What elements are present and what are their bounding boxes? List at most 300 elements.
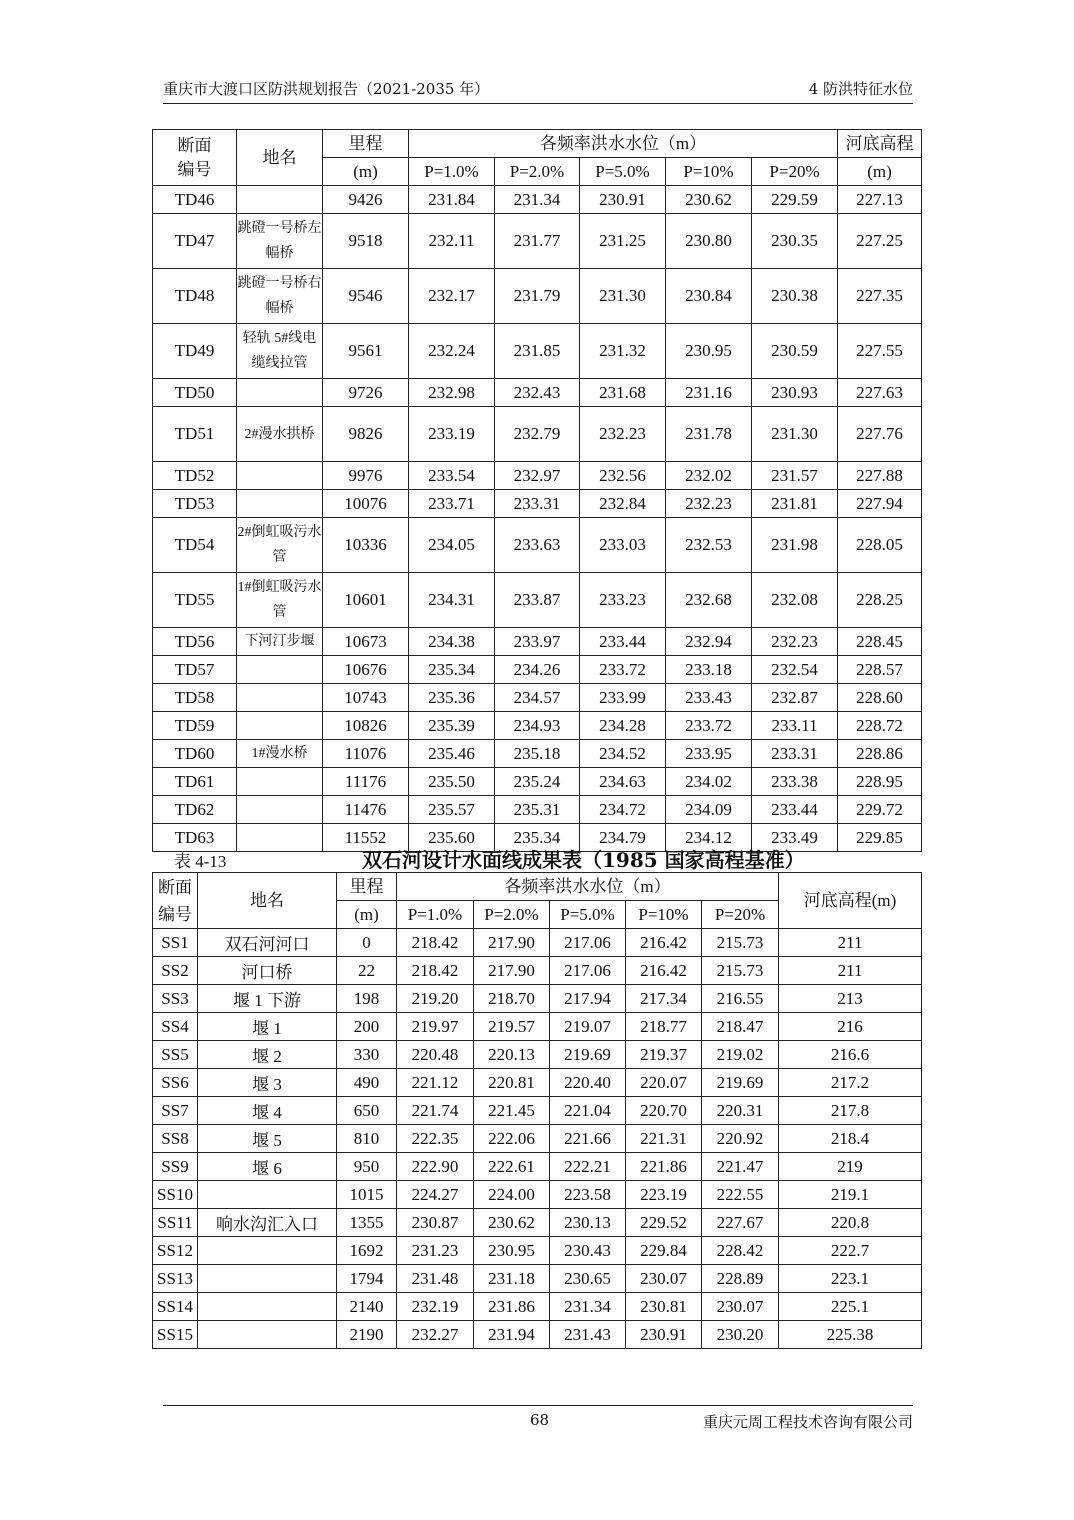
cell-riverbed: 228.05 bbox=[838, 518, 922, 573]
cell-place: 堰 2 bbox=[198, 1041, 337, 1069]
cell-p2: 234.57 bbox=[495, 684, 580, 712]
cell-riverbed: 220.8 bbox=[779, 1209, 922, 1237]
cell-p10: 232.23 bbox=[666, 490, 752, 518]
cell-p1: 222.90 bbox=[397, 1153, 474, 1181]
cell-place: 堰 1 下游 bbox=[198, 985, 337, 1013]
cell-p2: 218.70 bbox=[474, 985, 550, 1013]
cell-section: SS2 bbox=[153, 957, 198, 985]
cell-p2: 221.45 bbox=[474, 1097, 550, 1125]
cell-p2: 230.95 bbox=[474, 1237, 550, 1265]
cell-p20: 230.35 bbox=[752, 214, 838, 269]
cell-p2: 231.86 bbox=[474, 1293, 550, 1321]
cell-p5: 230.91 bbox=[580, 186, 666, 214]
cell-mileage: 9426 bbox=[323, 186, 409, 214]
cell-p2: 217.90 bbox=[474, 957, 550, 985]
col-section-no: 断面 编号 bbox=[153, 130, 237, 186]
cell-riverbed: 219.1 bbox=[779, 1181, 922, 1209]
cell-p2: 219.57 bbox=[474, 1013, 550, 1041]
cell-section: SS1 bbox=[153, 929, 198, 957]
cell-p20: 233.49 bbox=[752, 824, 838, 852]
col-p5: P=5.0% bbox=[550, 901, 626, 929]
cell-p5: 219.69 bbox=[550, 1041, 626, 1069]
cell-place bbox=[237, 768, 323, 796]
cell-riverbed: 223.1 bbox=[779, 1265, 922, 1293]
cell-p10: 230.84 bbox=[666, 269, 752, 324]
cell-p1: 235.39 bbox=[409, 712, 495, 740]
cell-mileage: 200 bbox=[337, 1013, 397, 1041]
table-row bbox=[153, 628, 922, 656]
cell-p10: 231.16 bbox=[666, 379, 752, 407]
cell-p1: 224.27 bbox=[397, 1181, 474, 1209]
table-row bbox=[153, 269, 922, 324]
cell-p20: 215.73 bbox=[702, 929, 779, 957]
cell-section: TD52 bbox=[153, 462, 237, 490]
cell-p1: 235.50 bbox=[409, 768, 495, 796]
cell-p2: 235.24 bbox=[495, 768, 580, 796]
col-p10: P=10% bbox=[626, 901, 702, 929]
cell-p10: 233.95 bbox=[666, 740, 752, 768]
cell-p5: 232.56 bbox=[580, 462, 666, 490]
cell-mileage: 9826 bbox=[323, 407, 409, 462]
table-row bbox=[153, 462, 922, 490]
cell-p5: 233.99 bbox=[580, 684, 666, 712]
cell-section: TD48 bbox=[153, 269, 237, 324]
cell-p1: 233.19 bbox=[409, 407, 495, 462]
cell-p5: 230.13 bbox=[550, 1209, 626, 1237]
cell-p1: 234.38 bbox=[409, 628, 495, 656]
cell-riverbed: 228.72 bbox=[838, 712, 922, 740]
footer-divider bbox=[163, 1405, 913, 1406]
table-row bbox=[153, 1181, 922, 1209]
cell-riverbed: 217.2 bbox=[779, 1069, 922, 1097]
page-number: 68 bbox=[530, 1411, 550, 1429]
table-row bbox=[153, 573, 922, 628]
cell-section: TD55 bbox=[153, 573, 237, 628]
cell-place: 双石河河口 bbox=[198, 929, 337, 957]
cell-p20: 230.38 bbox=[752, 269, 838, 324]
cell-place bbox=[237, 490, 323, 518]
cell-p20: 227.67 bbox=[702, 1209, 779, 1237]
cell-p5: 221.66 bbox=[550, 1125, 626, 1153]
table-row bbox=[153, 684, 922, 712]
cell-p5: 233.72 bbox=[580, 656, 666, 684]
cell-section: TD47 bbox=[153, 214, 237, 269]
cell-mileage: 9546 bbox=[323, 269, 409, 324]
cell-p1: 222.35 bbox=[397, 1125, 474, 1153]
cell-section: SS13 bbox=[153, 1265, 198, 1293]
cell-p10: 220.07 bbox=[626, 1069, 702, 1097]
cell-section: SS9 bbox=[153, 1153, 198, 1181]
cell-p20: 220.31 bbox=[702, 1097, 779, 1125]
col-freq-group: 各频率洪水水位（m） bbox=[397, 873, 779, 901]
cell-section: SS6 bbox=[153, 1069, 198, 1097]
cell-place: 1#倒虹吸污水管 bbox=[237, 573, 323, 628]
cell-mileage: 9726 bbox=[323, 379, 409, 407]
cell-p5: 231.30 bbox=[580, 269, 666, 324]
table-caption bbox=[152, 843, 921, 871]
cell-riverbed: 227.25 bbox=[838, 214, 922, 269]
cell-riverbed: 227.35 bbox=[838, 269, 922, 324]
cell-riverbed: 227.55 bbox=[838, 324, 922, 379]
table-row bbox=[153, 1097, 922, 1125]
cell-mileage: 10826 bbox=[323, 712, 409, 740]
col-p10: P=10% bbox=[666, 158, 752, 186]
cell-section: SS7 bbox=[153, 1097, 198, 1125]
page-footer bbox=[163, 1411, 913, 1433]
cell-p10: 216.42 bbox=[626, 957, 702, 985]
table-header-row bbox=[153, 130, 922, 158]
cell-place bbox=[237, 462, 323, 490]
caption-number: 表 4-13 bbox=[174, 852, 227, 871]
table-row bbox=[153, 1237, 922, 1265]
cell-p5: 230.65 bbox=[550, 1265, 626, 1293]
cell-p1: 232.27 bbox=[397, 1321, 474, 1349]
col-freq-group: 各频率洪水水位（m） bbox=[409, 130, 838, 158]
cell-p2: 235.18 bbox=[495, 740, 580, 768]
col-p20: P=20% bbox=[752, 158, 838, 186]
cell-section: TD49 bbox=[153, 324, 237, 379]
cell-place bbox=[198, 1265, 337, 1293]
cell-section: TD57 bbox=[153, 656, 237, 684]
cell-mileage: 950 bbox=[337, 1153, 397, 1181]
cell-place: 2#漫水拱桥 bbox=[237, 407, 323, 462]
cell-mileage: 1692 bbox=[337, 1237, 397, 1265]
cell-mileage: 11552 bbox=[323, 824, 409, 852]
cell-p10: 231.78 bbox=[666, 407, 752, 462]
cell-p20: 215.73 bbox=[702, 957, 779, 985]
cell-p2: 232.43 bbox=[495, 379, 580, 407]
cell-riverbed: 227.88 bbox=[838, 462, 922, 490]
cell-p5: 220.40 bbox=[550, 1069, 626, 1097]
cell-p1: 235.46 bbox=[409, 740, 495, 768]
col-riverbed: 河底高程(m) bbox=[779, 873, 922, 929]
cell-riverbed: 228.95 bbox=[838, 768, 922, 796]
cell-section: TD56 bbox=[153, 628, 237, 656]
cell-p20: 230.20 bbox=[702, 1321, 779, 1349]
cell-riverbed: 229.85 bbox=[838, 824, 922, 852]
cell-p5: 234.28 bbox=[580, 712, 666, 740]
cell-mileage: 810 bbox=[337, 1125, 397, 1153]
cell-p1: 231.84 bbox=[409, 186, 495, 214]
cell-place bbox=[237, 796, 323, 824]
cell-mileage: 650 bbox=[337, 1097, 397, 1125]
cell-p5: 234.79 bbox=[580, 824, 666, 852]
cell-p5: 233.23 bbox=[580, 573, 666, 628]
cell-p1: 235.34 bbox=[409, 656, 495, 684]
cell-place: 响水沟汇入口 bbox=[198, 1209, 337, 1237]
cell-p20: 231.81 bbox=[752, 490, 838, 518]
cell-p20: 216.55 bbox=[702, 985, 779, 1013]
cell-riverbed: 227.76 bbox=[838, 407, 922, 462]
cell-place: 堰 6 bbox=[198, 1153, 337, 1181]
cell-p1: 233.54 bbox=[409, 462, 495, 490]
cell-p10: 234.09 bbox=[666, 796, 752, 824]
cell-place: 河口桥 bbox=[198, 957, 337, 985]
table-row bbox=[153, 712, 922, 740]
cell-section: TD63 bbox=[153, 824, 237, 852]
cell-riverbed: 217.8 bbox=[779, 1097, 922, 1125]
ss-water-level-table bbox=[152, 872, 922, 1349]
table-row bbox=[153, 957, 922, 985]
table-row bbox=[153, 1041, 922, 1069]
cell-mileage: 10676 bbox=[323, 656, 409, 684]
td-water-level-table bbox=[152, 129, 922, 852]
cell-p1: 220.48 bbox=[397, 1041, 474, 1069]
cell-mileage: 2140 bbox=[337, 1293, 397, 1321]
table-row bbox=[153, 379, 922, 407]
cell-riverbed: 228.60 bbox=[838, 684, 922, 712]
cell-p2: 232.97 bbox=[495, 462, 580, 490]
cell-p10: 230.91 bbox=[626, 1321, 702, 1349]
cell-p5: 231.25 bbox=[580, 214, 666, 269]
col-p2: P=2.0% bbox=[474, 901, 550, 929]
cell-section: TD46 bbox=[153, 186, 237, 214]
cell-section: TD54 bbox=[153, 518, 237, 573]
cell-p1: 221.12 bbox=[397, 1069, 474, 1097]
cell-riverbed: 229.72 bbox=[838, 796, 922, 824]
cell-p1: 235.36 bbox=[409, 684, 495, 712]
cell-riverbed: 213 bbox=[779, 985, 922, 1013]
cell-p10: 232.94 bbox=[666, 628, 752, 656]
table-row bbox=[153, 1209, 922, 1237]
cell-mileage: 1355 bbox=[337, 1209, 397, 1237]
cell-p1: 234.05 bbox=[409, 518, 495, 573]
cell-p20: 231.57 bbox=[752, 462, 838, 490]
cell-p10: 219.37 bbox=[626, 1041, 702, 1069]
cell-place: 堰 4 bbox=[198, 1097, 337, 1125]
cell-place: 1#漫水桥 bbox=[237, 740, 323, 768]
cell-section: TD62 bbox=[153, 796, 237, 824]
cell-p20: 231.30 bbox=[752, 407, 838, 462]
cell-p5: 231.34 bbox=[550, 1293, 626, 1321]
cell-p1: 235.60 bbox=[409, 824, 495, 852]
cell-p10: 233.72 bbox=[666, 712, 752, 740]
cell-riverbed: 211 bbox=[779, 957, 922, 985]
cell-section: TD58 bbox=[153, 684, 237, 712]
header-chapter: 4 防洪特征水位 bbox=[808, 80, 913, 98]
cell-place bbox=[237, 712, 323, 740]
cell-p2: 233.87 bbox=[495, 573, 580, 628]
cell-p10: 229.52 bbox=[626, 1209, 702, 1237]
cell-p10: 230.80 bbox=[666, 214, 752, 269]
cell-p2: 220.81 bbox=[474, 1069, 550, 1097]
cell-p2: 232.79 bbox=[495, 407, 580, 462]
cell-p20: 230.93 bbox=[752, 379, 838, 407]
cell-p5: 234.63 bbox=[580, 768, 666, 796]
cell-section: SS8 bbox=[153, 1125, 198, 1153]
cell-p10: 230.95 bbox=[666, 324, 752, 379]
cell-p5: 231.32 bbox=[580, 324, 666, 379]
cell-mileage: 10076 bbox=[323, 490, 409, 518]
cell-p2: 231.34 bbox=[495, 186, 580, 214]
cell-p10: 221.86 bbox=[626, 1153, 702, 1181]
cell-p20: 228.89 bbox=[702, 1265, 779, 1293]
cell-place bbox=[237, 684, 323, 712]
cell-p5: 217.94 bbox=[550, 985, 626, 1013]
cell-p20: 230.59 bbox=[752, 324, 838, 379]
cell-mileage: 330 bbox=[337, 1041, 397, 1069]
table-row bbox=[153, 518, 922, 573]
cell-p5: 231.43 bbox=[550, 1321, 626, 1349]
cell-p5: 223.58 bbox=[550, 1181, 626, 1209]
cell-p5: 233.03 bbox=[580, 518, 666, 573]
cell-place: 2#倒虹吸污水管 bbox=[237, 518, 323, 573]
cell-p2: 222.61 bbox=[474, 1153, 550, 1181]
cell-riverbed: 228.57 bbox=[838, 656, 922, 684]
cell-riverbed: 222.7 bbox=[779, 1237, 922, 1265]
cell-p10: 232.68 bbox=[666, 573, 752, 628]
cell-section: SS10 bbox=[153, 1181, 198, 1209]
cell-section: TD53 bbox=[153, 490, 237, 518]
cell-mileage: 2190 bbox=[337, 1321, 397, 1349]
col-place: 地名 bbox=[198, 873, 337, 929]
cell-riverbed: 225.1 bbox=[779, 1293, 922, 1321]
cell-p2: 231.85 bbox=[495, 324, 580, 379]
cell-section: TD61 bbox=[153, 768, 237, 796]
cell-p1: 234.31 bbox=[409, 573, 495, 628]
caption-title: 双石河设计水面线成果表（1985 国家高程基准） bbox=[362, 848, 805, 872]
cell-section: SS12 bbox=[153, 1237, 198, 1265]
table-header-row bbox=[153, 873, 922, 901]
cell-p1: 231.48 bbox=[397, 1265, 474, 1293]
cell-p20: 221.47 bbox=[702, 1153, 779, 1181]
cell-p2: 233.31 bbox=[495, 490, 580, 518]
cell-riverbed: 211 bbox=[779, 929, 922, 957]
table-row bbox=[153, 1069, 922, 1097]
cell-p1: 218.42 bbox=[397, 957, 474, 985]
cell-p1: 235.57 bbox=[409, 796, 495, 824]
cell-p20: 228.42 bbox=[702, 1237, 779, 1265]
cell-p10: 234.02 bbox=[666, 768, 752, 796]
cell-place: 下河汀步堰 bbox=[237, 628, 323, 656]
cell-section: SS3 bbox=[153, 985, 198, 1013]
cell-riverbed: 227.63 bbox=[838, 379, 922, 407]
table-row bbox=[153, 1125, 922, 1153]
cell-p20: 233.44 bbox=[752, 796, 838, 824]
cell-p2: 235.31 bbox=[495, 796, 580, 824]
cell-p10: 216.42 bbox=[626, 929, 702, 957]
cell-place: 跳磴一号桥左幅桥 bbox=[237, 214, 323, 269]
cell-mileage: 11076 bbox=[323, 740, 409, 768]
table-row bbox=[153, 1293, 922, 1321]
col-mileage-unit: (m) bbox=[323, 158, 409, 186]
cell-p5: 217.06 bbox=[550, 957, 626, 985]
cell-place: 堰 1 bbox=[198, 1013, 337, 1041]
cell-riverbed: 225.38 bbox=[779, 1321, 922, 1349]
cell-p10: 223.19 bbox=[626, 1181, 702, 1209]
header-divider bbox=[163, 103, 913, 104]
cell-p5: 234.72 bbox=[580, 796, 666, 824]
table-row bbox=[153, 1153, 922, 1181]
cell-section: SS11 bbox=[153, 1209, 198, 1237]
cell-p2: 231.77 bbox=[495, 214, 580, 269]
cell-p10: 230.07 bbox=[626, 1265, 702, 1293]
table-row bbox=[153, 1265, 922, 1293]
col-riverbed: 河底高程 bbox=[838, 130, 922, 158]
cell-section: TD51 bbox=[153, 407, 237, 462]
cell-p1: 219.20 bbox=[397, 985, 474, 1013]
cell-riverbed: 227.94 bbox=[838, 490, 922, 518]
cell-section: SS15 bbox=[153, 1321, 198, 1349]
table-row bbox=[153, 214, 922, 269]
cell-p5: 219.07 bbox=[550, 1013, 626, 1041]
cell-p20: 222.55 bbox=[702, 1181, 779, 1209]
cell-p2: 222.06 bbox=[474, 1125, 550, 1153]
cell-p5: 234.52 bbox=[580, 740, 666, 768]
cell-riverbed: 216.6 bbox=[779, 1041, 922, 1069]
cell-p20: 219.69 bbox=[702, 1069, 779, 1097]
table-row bbox=[153, 490, 922, 518]
cell-riverbed: 218.4 bbox=[779, 1125, 922, 1153]
col-p20: P=20% bbox=[702, 901, 779, 929]
cell-mileage: 10673 bbox=[323, 628, 409, 656]
cell-p1: 218.42 bbox=[397, 929, 474, 957]
cell-p10: 217.34 bbox=[626, 985, 702, 1013]
cell-p10: 232.02 bbox=[666, 462, 752, 490]
cell-mileage: 11476 bbox=[323, 796, 409, 824]
cell-p20: 232.08 bbox=[752, 573, 838, 628]
cell-p2: 234.93 bbox=[495, 712, 580, 740]
cell-p20: 218.47 bbox=[702, 1013, 779, 1041]
cell-p5: 222.21 bbox=[550, 1153, 626, 1181]
cell-riverbed: 228.45 bbox=[838, 628, 922, 656]
cell-mileage: 9518 bbox=[323, 214, 409, 269]
cell-p20: 231.98 bbox=[752, 518, 838, 573]
col-place: 地名 bbox=[237, 130, 323, 186]
cell-p1: 230.87 bbox=[397, 1209, 474, 1237]
col-p2: P=2.0% bbox=[495, 158, 580, 186]
cell-p5: 217.06 bbox=[550, 929, 626, 957]
cell-p10: 233.18 bbox=[666, 656, 752, 684]
cell-mileage: 10601 bbox=[323, 573, 409, 628]
cell-place: 轻轨 5#线电缆线拉管 bbox=[237, 324, 323, 379]
cell-p20: 232.87 bbox=[752, 684, 838, 712]
table-row bbox=[153, 186, 922, 214]
cell-place: 跳磴一号桥右幅桥 bbox=[237, 269, 323, 324]
cell-p1: 232.17 bbox=[409, 269, 495, 324]
cell-mileage: 9561 bbox=[323, 324, 409, 379]
cell-mileage: 0 bbox=[337, 929, 397, 957]
cell-section: TD59 bbox=[153, 712, 237, 740]
table-row bbox=[153, 796, 922, 824]
page-header bbox=[163, 78, 913, 100]
cell-mileage: 490 bbox=[337, 1069, 397, 1097]
cell-place: 堰 3 bbox=[198, 1069, 337, 1097]
cell-p20: 229.59 bbox=[752, 186, 838, 214]
cell-mileage: 22 bbox=[337, 957, 397, 985]
cell-p2: 220.13 bbox=[474, 1041, 550, 1069]
cell-p20: 220.92 bbox=[702, 1125, 779, 1153]
cell-p1: 232.11 bbox=[409, 214, 495, 269]
cell-p20: 232.54 bbox=[752, 656, 838, 684]
cell-p2: 233.97 bbox=[495, 628, 580, 656]
cell-p1: 232.98 bbox=[409, 379, 495, 407]
table-row bbox=[153, 768, 922, 796]
cell-riverbed: 228.25 bbox=[838, 573, 922, 628]
cell-place bbox=[198, 1321, 337, 1349]
cell-riverbed: 216 bbox=[779, 1013, 922, 1041]
cell-place bbox=[237, 656, 323, 684]
cell-p1: 232.19 bbox=[397, 1293, 474, 1321]
col-p1: P=1.0% bbox=[397, 901, 474, 929]
cell-p20: 233.31 bbox=[752, 740, 838, 768]
cell-p20: 219.02 bbox=[702, 1041, 779, 1069]
cell-place bbox=[198, 1293, 337, 1321]
cell-p20: 233.11 bbox=[752, 712, 838, 740]
cell-p5: 221.04 bbox=[550, 1097, 626, 1125]
cell-p10: 229.84 bbox=[626, 1237, 702, 1265]
cell-mileage: 1015 bbox=[337, 1181, 397, 1209]
